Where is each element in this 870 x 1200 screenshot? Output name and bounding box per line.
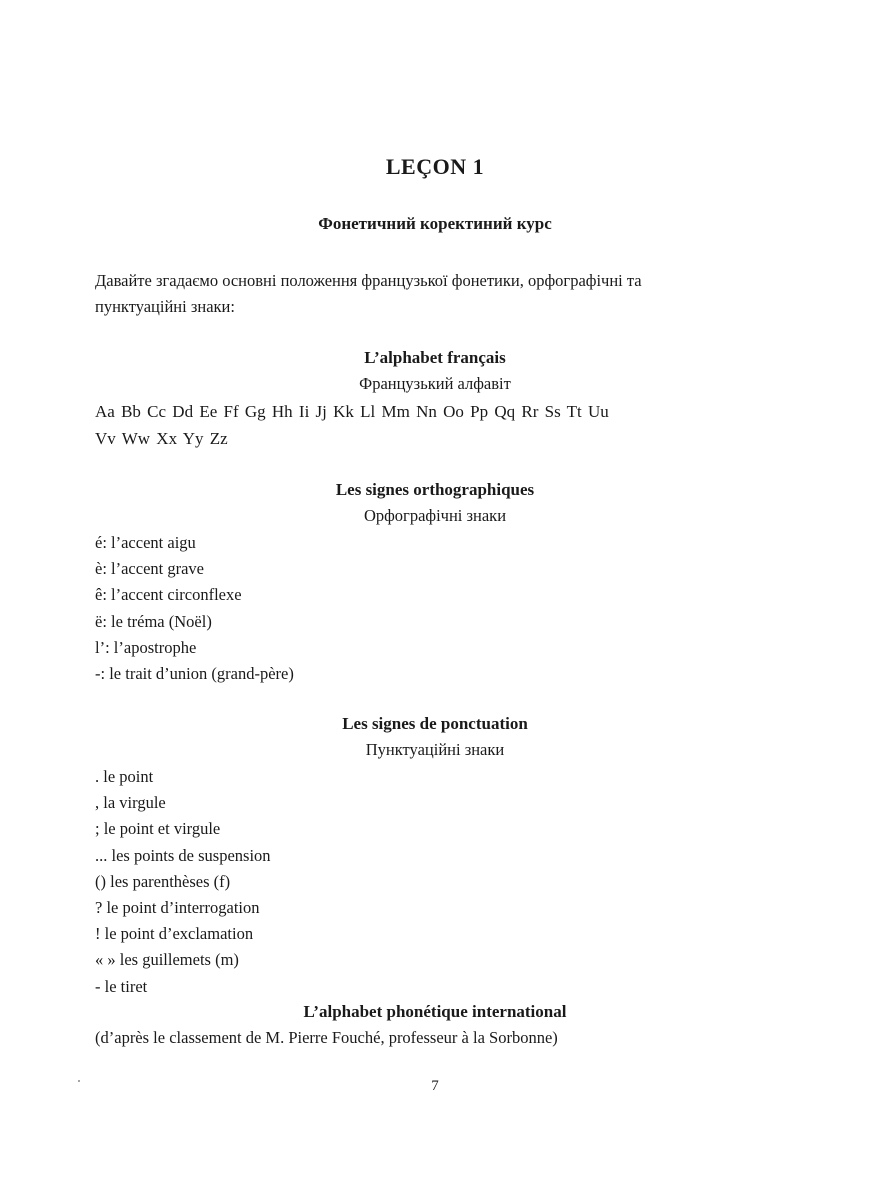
list-item: - le tiret: [95, 976, 148, 996]
orthographic-list: [95, 530, 294, 687]
list-item: , la virgule: [95, 793, 166, 813]
intro-paragraph: Давайте згадаємо основні положення французької фонетики, орфографічні та пунктуаційні знаки:: [95, 271, 642, 316]
phonetic-title: L’alphabet phonétique international: [303, 1002, 567, 1021]
alphabet-title-fr: L’alphabet français: [364, 348, 506, 367]
orthographic-title-uk: Орфографічні знаки: [363, 506, 507, 525]
list-item: é: l’accent aigu: [95, 533, 196, 552]
punctuation-list: [95, 764, 271, 1000]
alphabet-line-2: Vv Ww Xx Yy Zz: [95, 429, 228, 448]
scan-speck: [78, 1080, 80, 1082]
phonetic-note: (d’après le classement de M. Pierre Fouché, professeur à la Sorbonne): [95, 1028, 558, 1047]
lesson-title: LEÇON 1: [385, 154, 485, 179]
list-item: è: l’accent grave: [95, 559, 205, 579]
page-number: 7: [431, 1078, 439, 1094]
punctuation-title-uk: Пунктуаційні знаки: [365, 740, 505, 759]
alphabet-title-uk: Французький алфавіт: [359, 374, 511, 393]
list-item: « » les guillemets (m): [95, 950, 239, 970]
list-item: l’: l’apostrophe: [95, 637, 197, 657]
punctuation-title-fr: Les signes de ponctuation: [342, 714, 528, 733]
course-subtitle: Фонетичний коректиний курс: [318, 214, 552, 233]
list-item: ? le point d’interrogation: [95, 898, 260, 918]
list-item: . le point: [95, 767, 154, 786]
list-item: -: le trait d’union (grand-père): [95, 664, 294, 684]
list-item: ... les points de suspension: [95, 845, 271, 865]
alphabet-line-1: Aa Bb Cc Dd Ee Ff Gg Hh Ii Jj Kk Ll Mm Nn Oo Pp Qq Rr Ss Tt Uu: [95, 402, 609, 421]
alphabet-letters: [95, 398, 735, 452]
list-item: ë: le tréma (Noël): [95, 611, 212, 631]
orthographic-title-fr: Les signes orthographiques: [335, 480, 535, 499]
list-item: ; le point et virgule: [95, 819, 221, 839]
list-item: ! le point d’exclamation: [95, 924, 254, 944]
list-item: () les parenthèses (f): [95, 871, 231, 891]
list-item: ê: l’accent circonflexe: [95, 585, 242, 605]
